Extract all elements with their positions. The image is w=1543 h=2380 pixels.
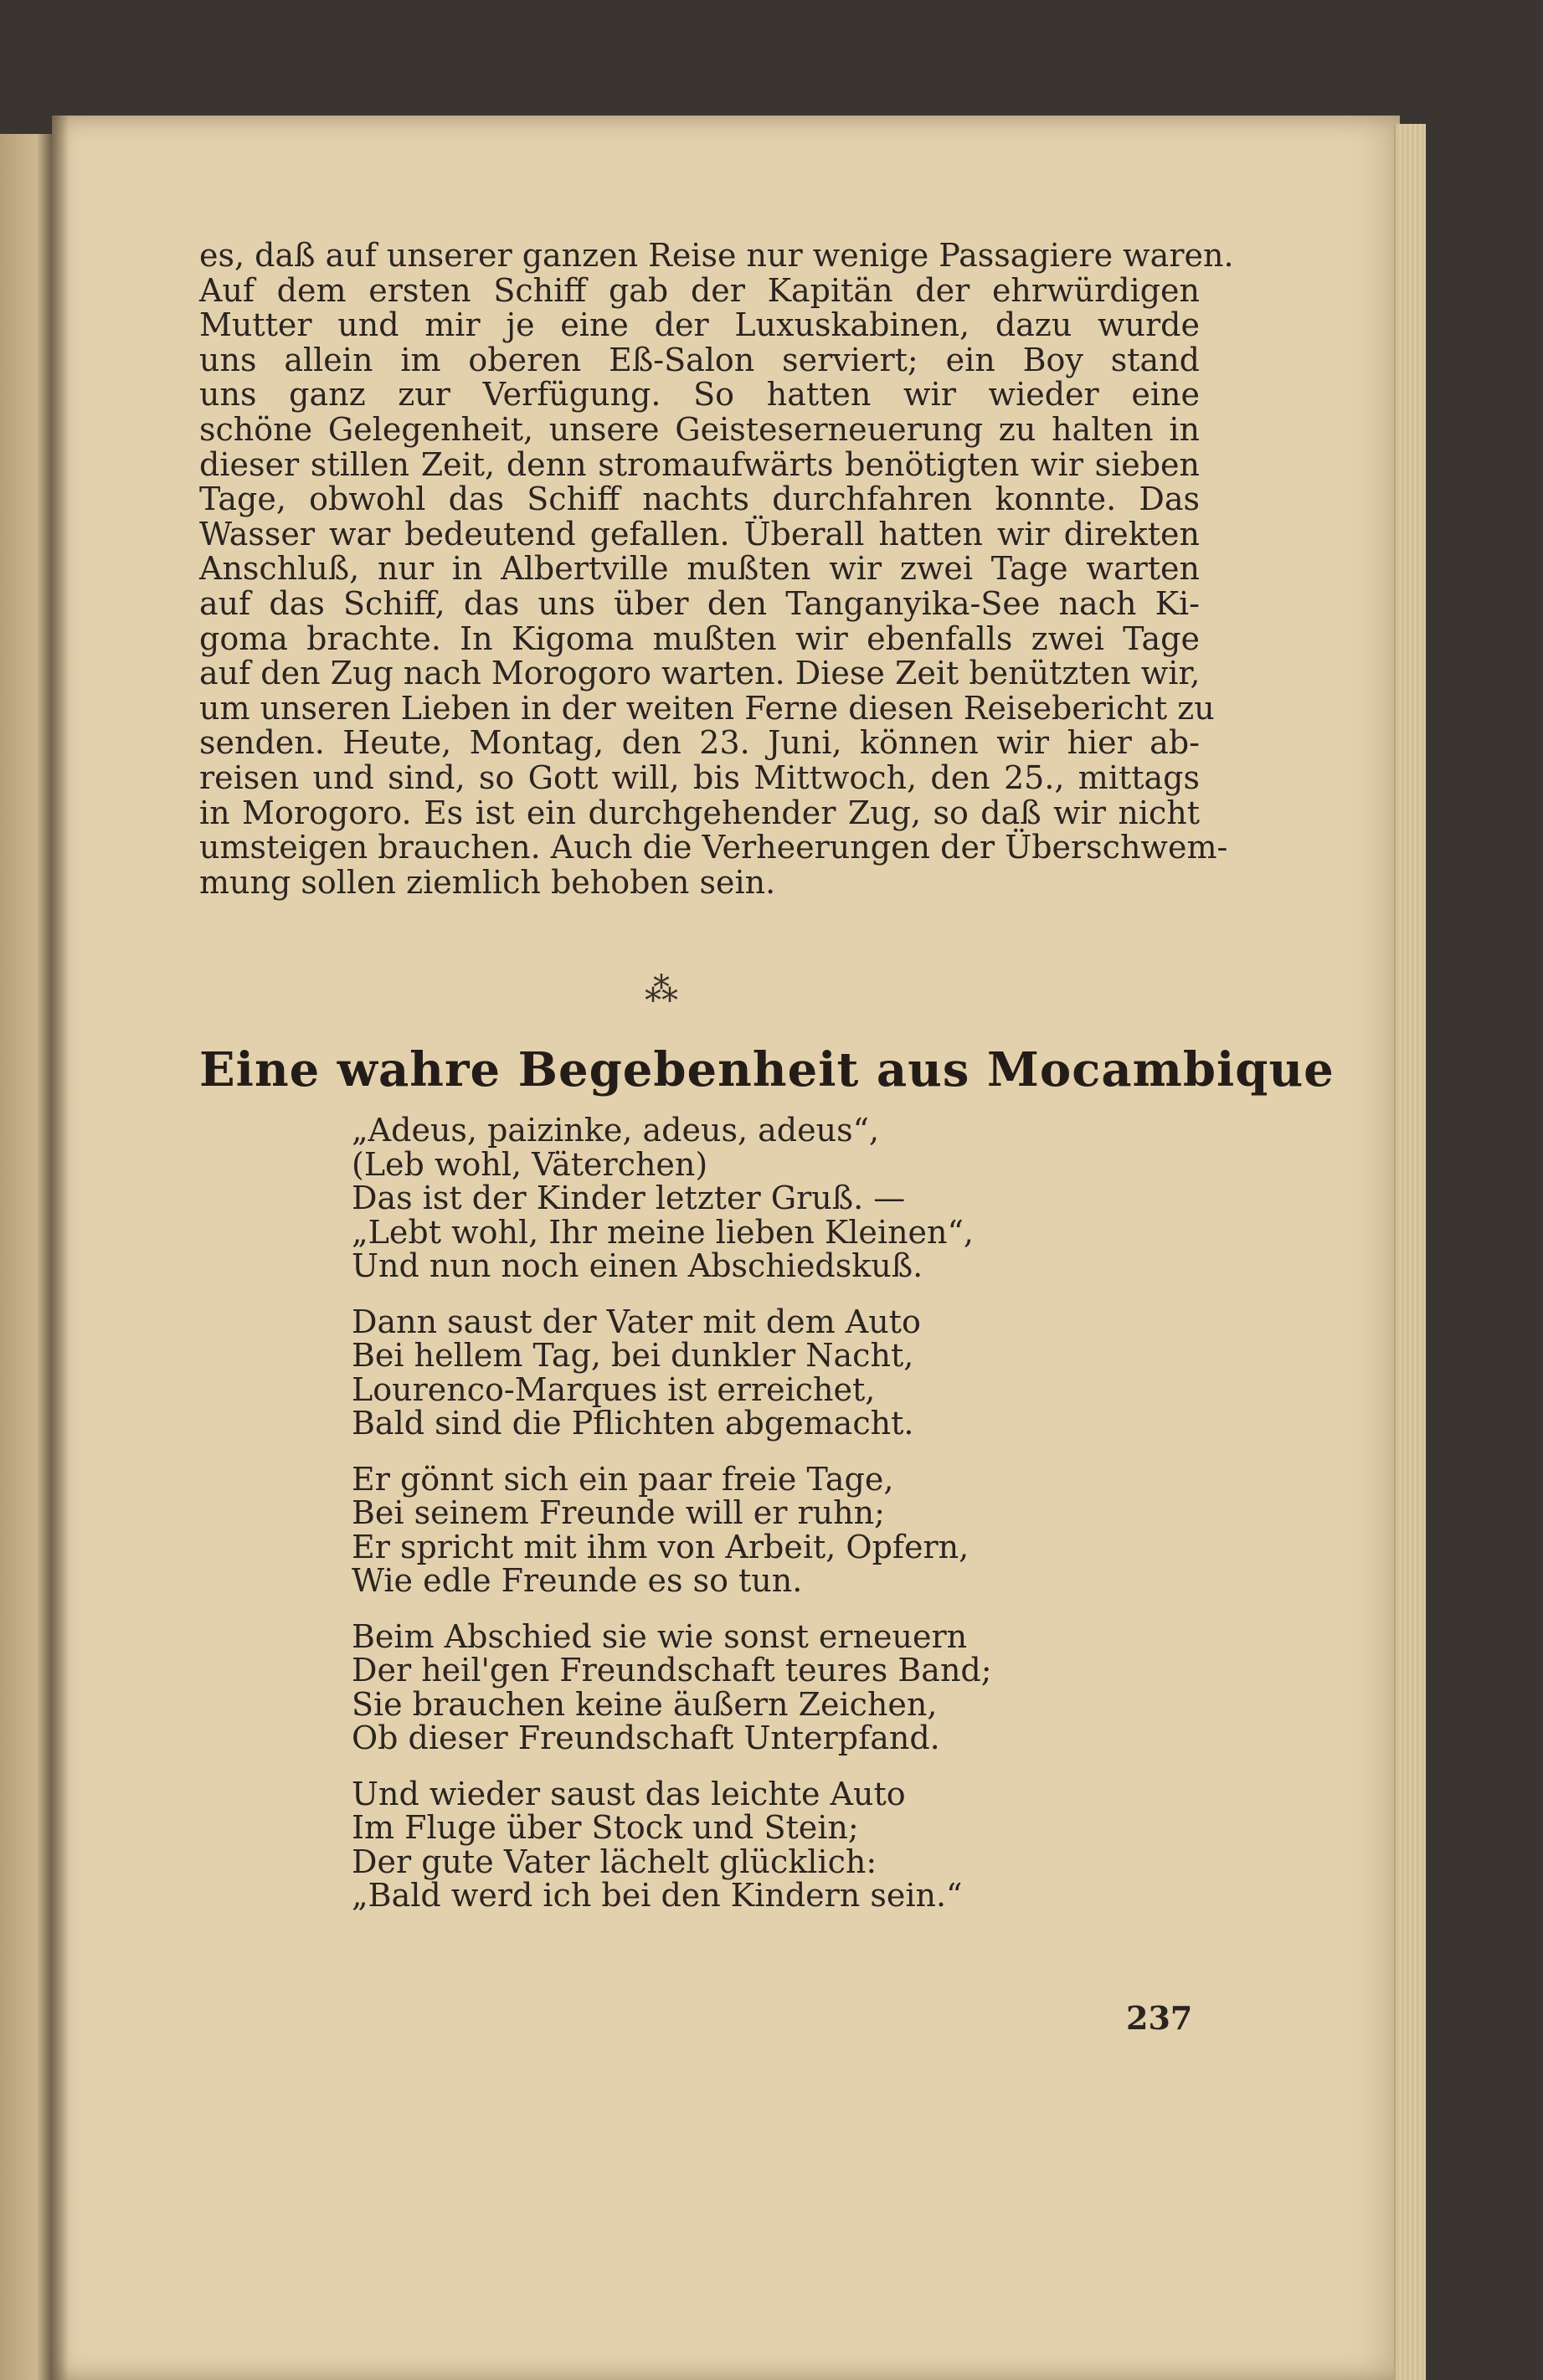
poem-line: „Adeus, paizinke, adeus, adeus“,	[352, 1112, 880, 1149]
poem-line: Sie brauchen keine äußern Zeichen,	[352, 1685, 938, 1723]
prose-line: es, daß auf unserer ganzen Reise nur wenige Passagiere waren.	[199, 237, 1234, 274]
poem-line: Dann saust der Vater mit dem Auto	[352, 1303, 921, 1340]
poem-line: Wie edle Freunde es so tun.	[352, 1562, 803, 1599]
poem-line: Bei seinem Freunde will er ruhn;	[352, 1494, 885, 1531]
poem-line: Lourenco-Marques ist erreichet,	[352, 1370, 876, 1408]
prose-line: umsteigen brauchen. Auch die Verheerungen der Überschwem-	[199, 829, 1228, 866]
prose-line: schöne Gelegenheit, unsere Geisteserneuerung zu halten in	[199, 410, 1200, 448]
stanza	[352, 1113, 1105, 1283]
poem-line: Er gönnt sich ein paar freie Tage,	[352, 1460, 894, 1498]
prose-line: um unseren Lieben in der weiten Ferne diesen Reisebericht zu	[199, 689, 1215, 727]
poem-line: Er spricht mit ihm von Arbeit, Opfern,	[352, 1528, 970, 1565]
poem-line: „Bald werd ich bei den Kindern sein.“	[352, 1877, 963, 1914]
prose-line: dieser stillen Zeit, denn stromaufwärts benötigten wir sieben	[199, 445, 1200, 483]
poem-line: (Leb wohl, Väterchen)	[352, 1145, 708, 1183]
prose-line: reisen und sind, so Gott will, bis Mittwoch, den 25., mittags	[199, 758, 1200, 796]
poem-line: Und nun noch einen Abschiedskuß.	[352, 1247, 923, 1284]
section-divider-ornament: ⁂	[645, 971, 678, 1010]
prose-line: Anschluß, nur in Albertville mußten wir zwei Tage warten	[199, 550, 1200, 588]
poem-title: Eine wahre Begebenheit aus Mocambique	[199, 1042, 1335, 1097]
poem	[352, 1113, 1105, 1935]
poem-line: Beim Abschied sie wie sonst erneuern	[352, 1617, 968, 1655]
poem-line: Bald sind die Pflichten abgemacht.	[352, 1405, 914, 1442]
prose-line: senden. Heute, Montag, den 23. Juni, können wir hier ab-	[199, 724, 1200, 762]
prose-line: Tage, obwohl das Schiff nachts durchfahren konnte. Das	[199, 481, 1200, 518]
poem-line: Der heil'gen Freundschaft teures Band;	[352, 1652, 992, 1689]
page-stack-edge	[1394, 124, 1426, 2380]
poem-line: Ob dieser Freundschaft Unterpfand.	[352, 1719, 940, 1756]
poem-line: Im Fluge über Stock und Stein;	[352, 1809, 859, 1846]
stanza	[352, 1777, 1105, 1913]
poem-line: Das ist der Kinder letzter Gruß. —	[352, 1180, 906, 1216]
prose-line: goma brachte. In Kigoma mußten wir ebenfalls zwei Tage	[199, 619, 1200, 657]
facing-page-edge	[0, 134, 52, 2380]
page-number: 237	[1126, 1999, 1193, 2037]
prose-line: in Morogoro. Es ist ein durchgehender Zug, so daß wir nicht	[199, 794, 1200, 831]
gutter-shadow	[52, 116, 69, 2380]
prose-line: auf das Schiff, das uns über den Tanganyika-See nach Ki-	[199, 584, 1200, 622]
stanza	[352, 1617, 1105, 1756]
poem-line: Und wieder saust das leichte Auto	[352, 1775, 906, 1812]
poem-line: Bei hellem Tag, bei dunkler Nacht,	[352, 1337, 914, 1374]
prose-line: Mutter und mir je eine der Luxuskabinen, dazu wurde	[199, 306, 1200, 344]
prose-line: Wasser war bedeutend gefallen. Überall hatten wir direkten	[199, 515, 1200, 553]
stanza	[352, 1305, 1105, 1441]
prose-line: mung sollen ziemlich behoben sein.	[199, 863, 776, 901]
prose-block	[199, 237, 1234, 901]
prose-line: uns ganz zur Verfügung. So hatten wir wieder eine	[199, 376, 1200, 414]
prose-line: uns allein im oberen Eß-Salon serviert; ein Boy stand	[199, 341, 1200, 378]
prose-line: Auf dem ersten Schiff gab der Kapitän der ehrwürdigen	[199, 271, 1200, 309]
prose-line: auf den Zug nach Morogoro warten. Diese Zeit benützten wir,	[199, 655, 1201, 692]
stanza	[352, 1462, 1105, 1598]
poem-line: „Lebt wohl, Ihr meine lieben Kleinen“,	[352, 1213, 975, 1251]
poem-line: Der gute Vater lächelt glücklich:	[352, 1843, 877, 1880]
